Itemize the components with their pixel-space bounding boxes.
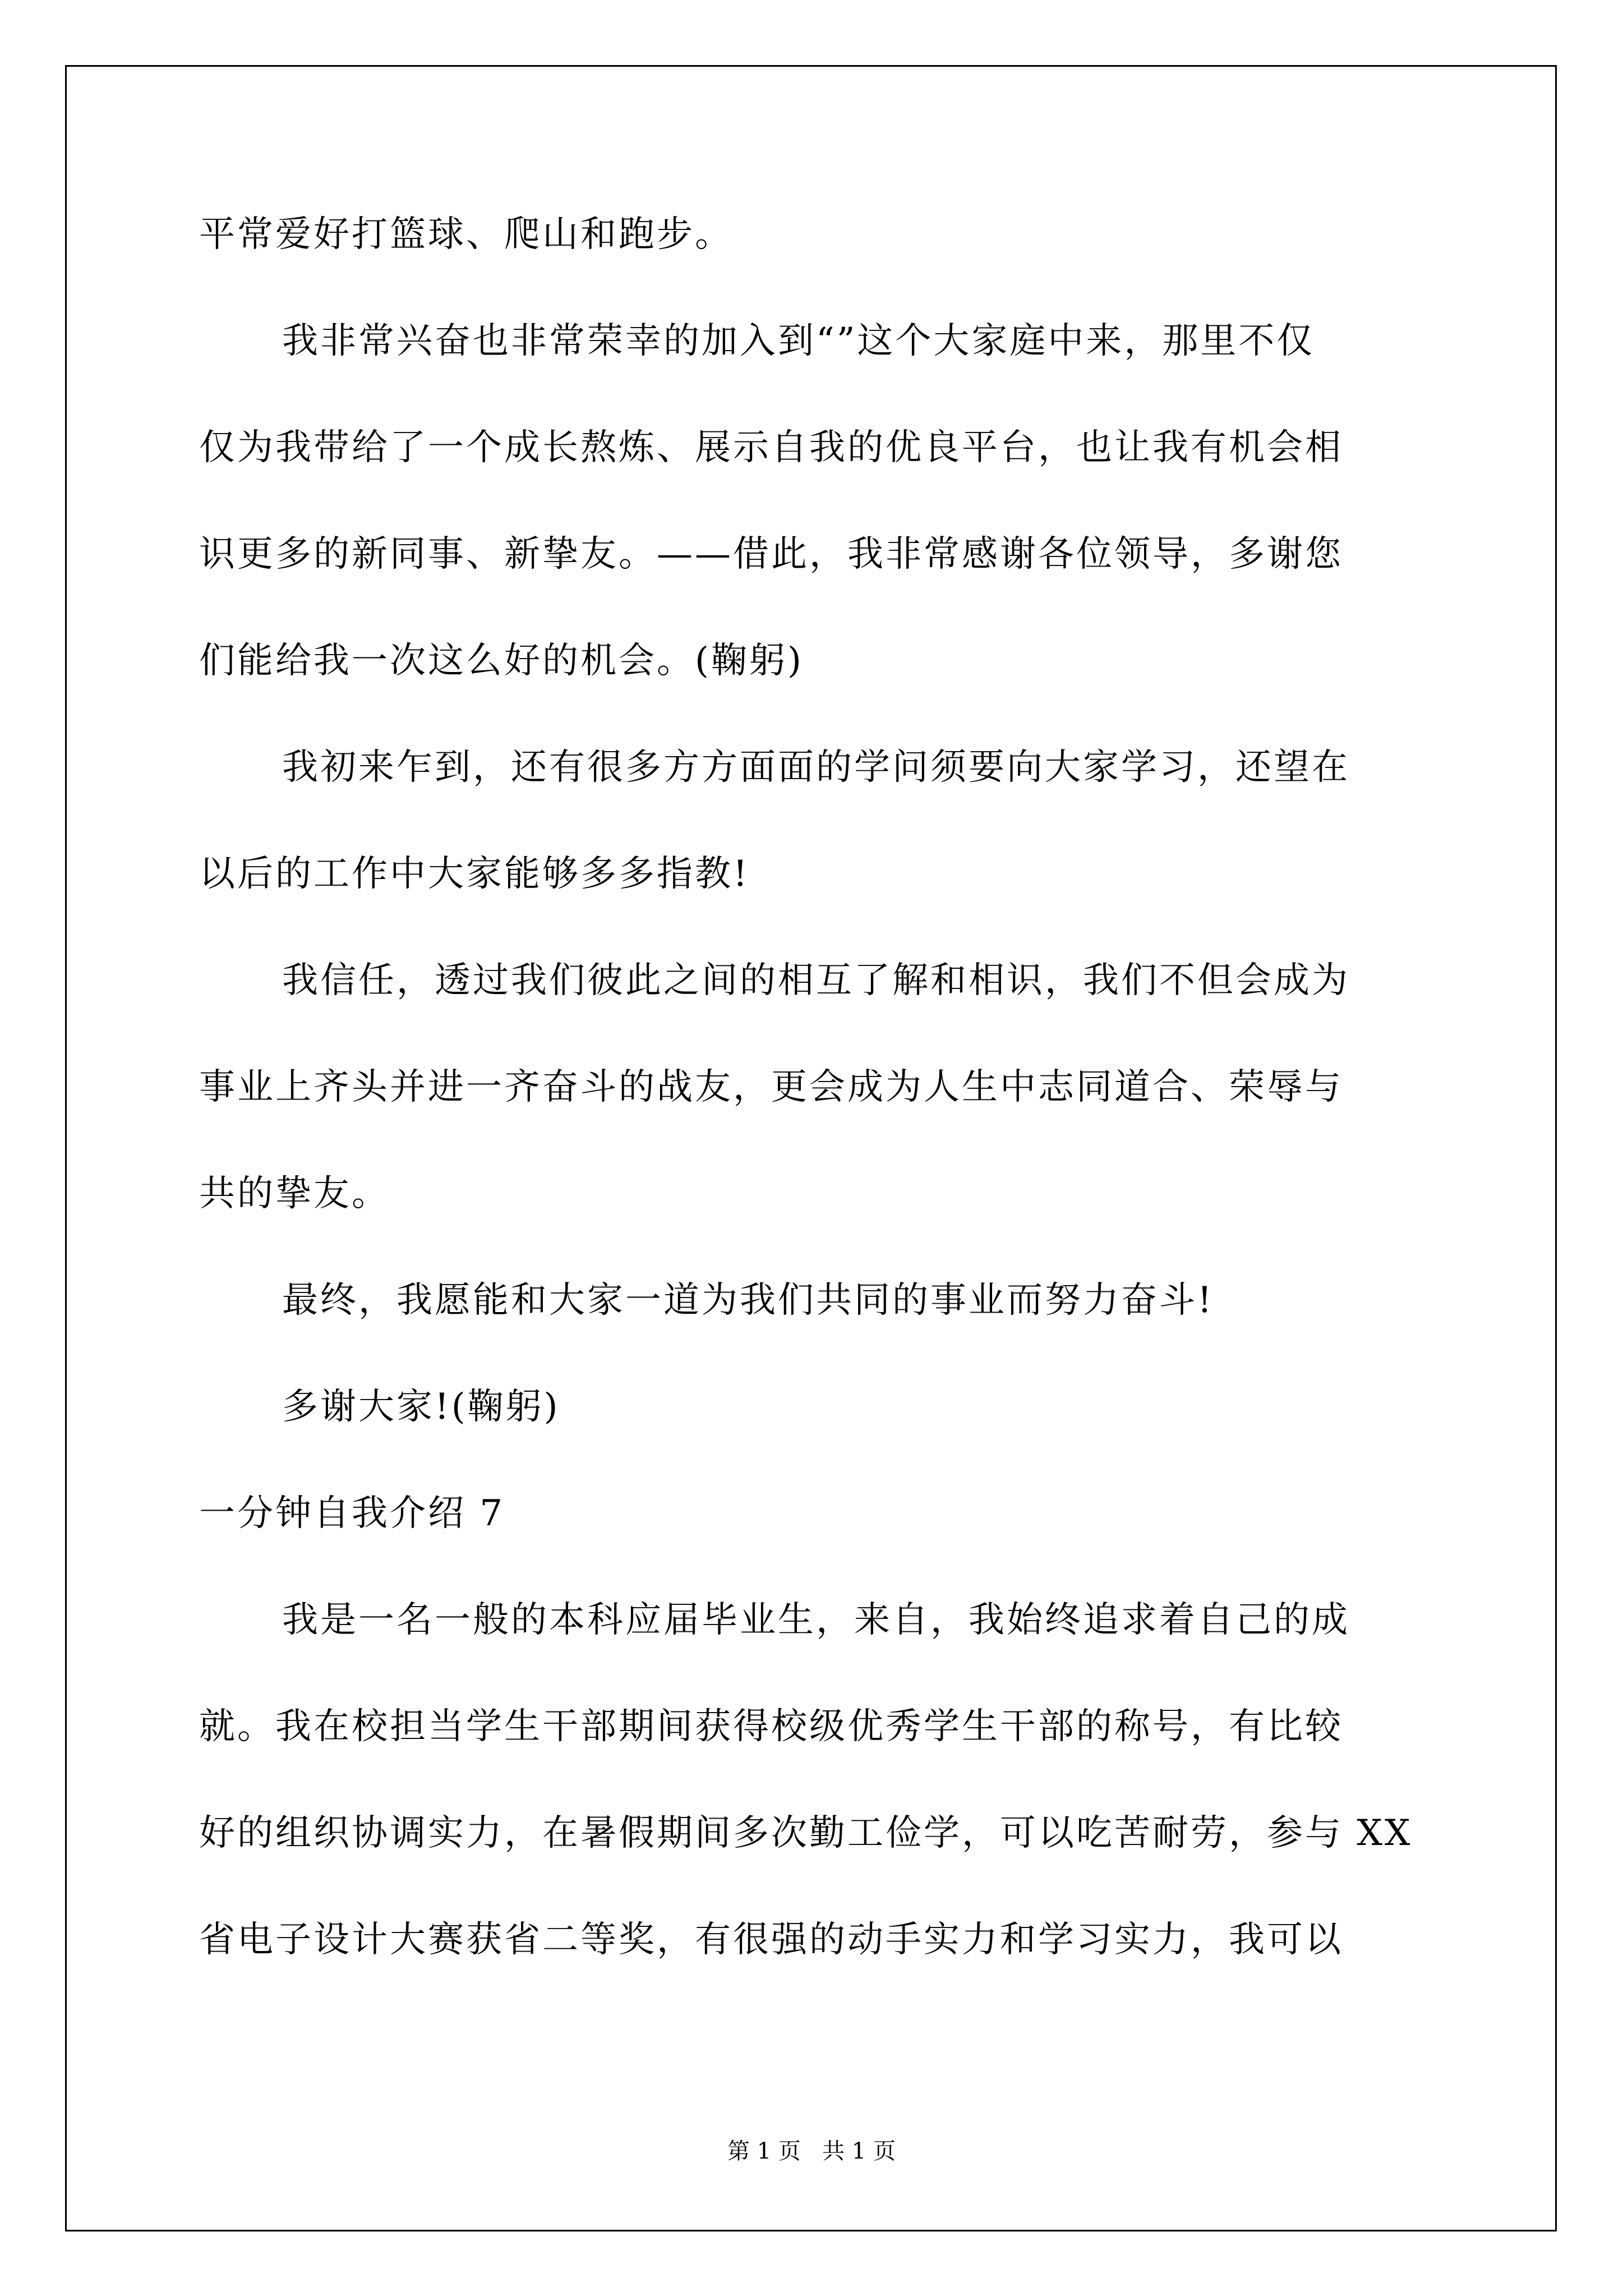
text-line: 仅为我带给了一个成长熬炼、展示自我的优良平台，也让我有机会相 xyxy=(199,427,1343,468)
text-line: 事业上齐头并进一齐奋斗的战友，更会成为人生中志同道合、荣辱与 xyxy=(199,1066,1343,1108)
text-line: 识更多的新同事、新挚友。——借此，我非常感谢各位领导，多谢您 xyxy=(199,533,1343,575)
text-line: 省电子设计大赛获省二等奖，有很强的动手实力和学习实力，我可以 xyxy=(199,1919,1343,1961)
page-border xyxy=(65,65,1557,2231)
text-line: 好的组织协调实力，在暑假期间多次勤工俭学，可以吃苦耐劳，参与 XX xyxy=(199,1812,1413,1854)
text-line: 共的挚友。 xyxy=(199,1173,390,1214)
text-line: 我初来乍到，还有很多方方面面的学问须要向大家学习，还望在 xyxy=(282,747,1350,788)
text-line: 最终，我愿能和大家一道为我们共同的事业而努力奋斗! xyxy=(282,1280,1214,1321)
text-line: 多谢大家!(鞠躬) xyxy=(282,1386,560,1428)
text-line: 我信任，透过我们彼此之间的相互了解和相识，我们不但会成为 xyxy=(282,960,1350,1001)
text-line: 以后的工作中大家能够多多指教! xyxy=(199,853,750,895)
text-line: 我是一名一般的本科应届毕业生，来自，我始终追求着自己的成 xyxy=(282,1599,1350,1641)
text-line: 们能给我一次这么好的机会。(鞠躬) xyxy=(199,640,804,682)
page-number-footer: 第 1 页 共 1 页 xyxy=(727,2138,896,2164)
text-line: 就。我在校担当学生干部期间获得校级优秀学生干部的称号，有比较 xyxy=(199,1706,1343,1747)
text-line: 我非常兴奋也非常荣幸的加入到“”这个大家庭中来，那里不仅 xyxy=(282,320,1315,362)
text-line: 平常爱好打篮球、爬山和跑步。 xyxy=(199,214,733,255)
section-heading: 一分钟自我介绍 7 xyxy=(199,1493,505,1534)
